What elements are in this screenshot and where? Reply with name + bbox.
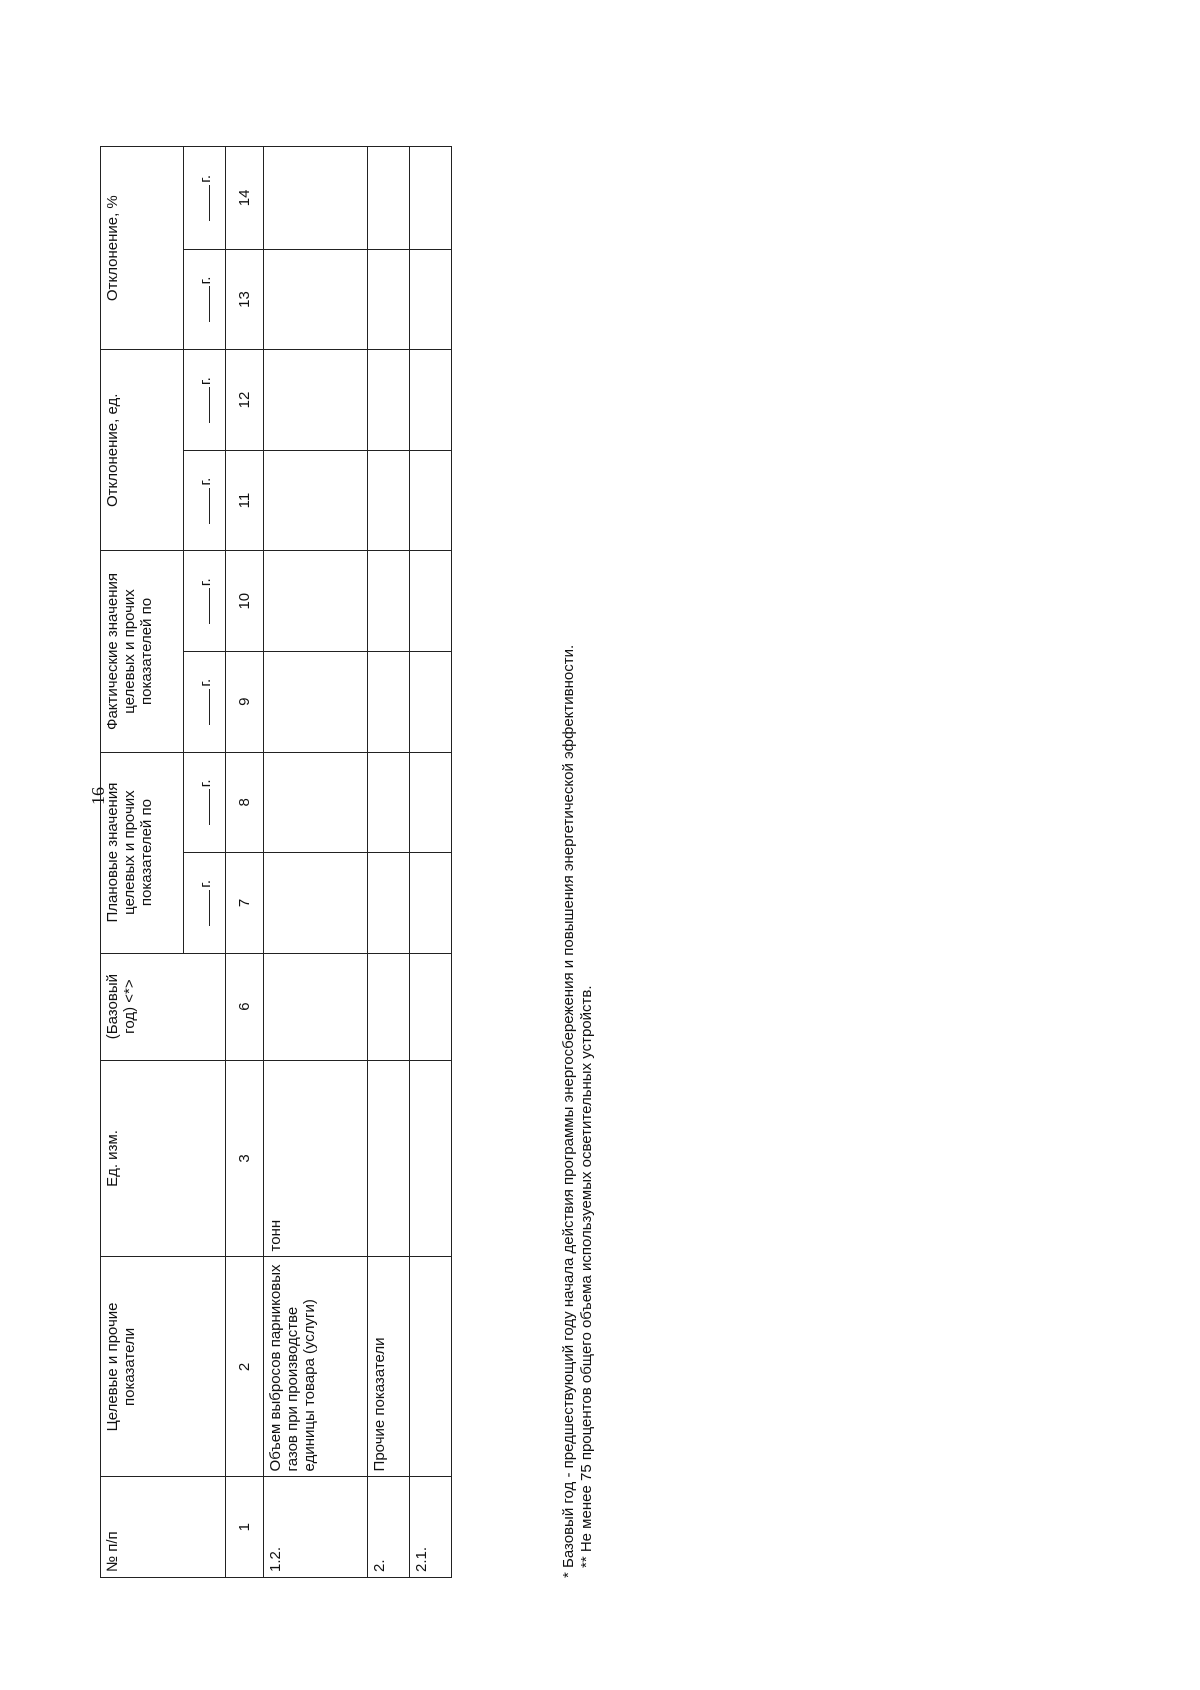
empty-cell <box>368 953 410 1060</box>
empty-cell <box>264 853 368 954</box>
year-cell: г. <box>184 551 226 652</box>
column-number: 12 <box>226 350 264 451</box>
year-blank <box>195 890 210 926</box>
column-number: 6 <box>226 953 264 1060</box>
column-number: 13 <box>226 249 264 350</box>
year-blank <box>195 689 210 725</box>
row-no: 1.2. <box>264 1477 368 1578</box>
empty-cell <box>410 551 452 652</box>
empty-cell <box>264 350 368 451</box>
empty-cell <box>410 450 452 551</box>
empty-cell <box>368 249 410 350</box>
header-row <box>101 147 184 1578</box>
empty-cell <box>264 752 368 853</box>
empty-cell <box>410 350 452 451</box>
header-planned: Плановые значения целевых и прочих показателей по <box>101 752 184 953</box>
header-unit: Ед. изм. <box>101 1060 226 1257</box>
column-number: 1 <box>226 1477 264 1578</box>
year-cell: г. <box>184 651 226 752</box>
empty-cell <box>264 147 368 250</box>
row-name: Прочие показатели <box>368 1257 410 1477</box>
year-blank <box>195 286 210 322</box>
year-cell: г. <box>184 249 226 350</box>
column-number: 9 <box>226 651 264 752</box>
row-no: 2.1. <box>410 1477 452 1578</box>
year-blank <box>195 789 210 825</box>
empty-cell <box>264 249 368 350</box>
header-deviation-percent: Отклонение, % <box>101 147 184 350</box>
header-base-year: (Базовый год) <*> <box>101 953 226 1060</box>
header-indicators: Целевые и прочие показатели <box>101 1257 226 1477</box>
empty-cell <box>368 551 410 652</box>
empty-cell <box>368 450 410 551</box>
year-cell: г. <box>184 752 226 853</box>
column-number: 11 <box>226 450 264 551</box>
row-unit <box>368 1060 410 1257</box>
empty-cell <box>410 249 452 350</box>
year-cell: г. <box>184 853 226 954</box>
year-cell: г. <box>184 450 226 551</box>
table-row <box>410 147 452 1578</box>
empty-cell <box>264 651 368 752</box>
row-unit: тонн <box>264 1060 368 1257</box>
empty-cell <box>368 853 410 954</box>
year-blank <box>195 185 210 221</box>
empty-cell <box>410 651 452 752</box>
row-no: 2. <box>368 1477 410 1578</box>
column-number: 2 <box>226 1257 264 1477</box>
row-unit <box>410 1060 452 1257</box>
column-number-row <box>226 147 264 1578</box>
year-cell: г. <box>184 147 226 250</box>
header-deviation-units: Отклонение, ед. <box>101 350 184 551</box>
empty-cell <box>368 651 410 752</box>
empty-cell <box>368 752 410 853</box>
column-number: 3 <box>226 1060 264 1257</box>
footnote-lighting: ** Не менее 75 процентов общего объема используемых осветительных устройств. <box>578 985 595 1568</box>
empty-cell <box>264 953 368 1060</box>
year-blank <box>195 488 210 524</box>
empty-cell <box>410 853 452 954</box>
empty-cell <box>410 752 452 853</box>
table-row <box>264 147 368 1578</box>
empty-cell <box>264 551 368 652</box>
year-cell: г. <box>184 350 226 451</box>
row-name <box>410 1257 452 1477</box>
footnotes <box>560 278 596 1578</box>
row-name: Объем выбросов парниковых газов при производстве единицы товара (услуги) <box>264 1257 368 1477</box>
header-actual: Фактические значения целевых и прочих показателей по <box>101 551 184 752</box>
column-number: 8 <box>226 752 264 853</box>
footnote-base-year: * Базовый год - предшествующий году начала действия программы энергосбережения и повышения энергетической эффективности. <box>560 644 577 1578</box>
table-row <box>368 147 410 1578</box>
empty-cell <box>368 147 410 250</box>
empty-cell <box>410 147 452 250</box>
page-number: 16 <box>88 787 108 805</box>
year-blank <box>195 588 210 624</box>
empty-cell <box>410 953 452 1060</box>
indicators-table <box>100 146 452 1578</box>
column-number: 14 <box>226 147 264 250</box>
year-blank <box>195 387 210 423</box>
empty-cell <box>264 450 368 551</box>
column-number: 7 <box>226 853 264 954</box>
empty-cell <box>368 350 410 451</box>
header-no: № п/п <box>101 1477 226 1578</box>
column-number: 10 <box>226 551 264 652</box>
